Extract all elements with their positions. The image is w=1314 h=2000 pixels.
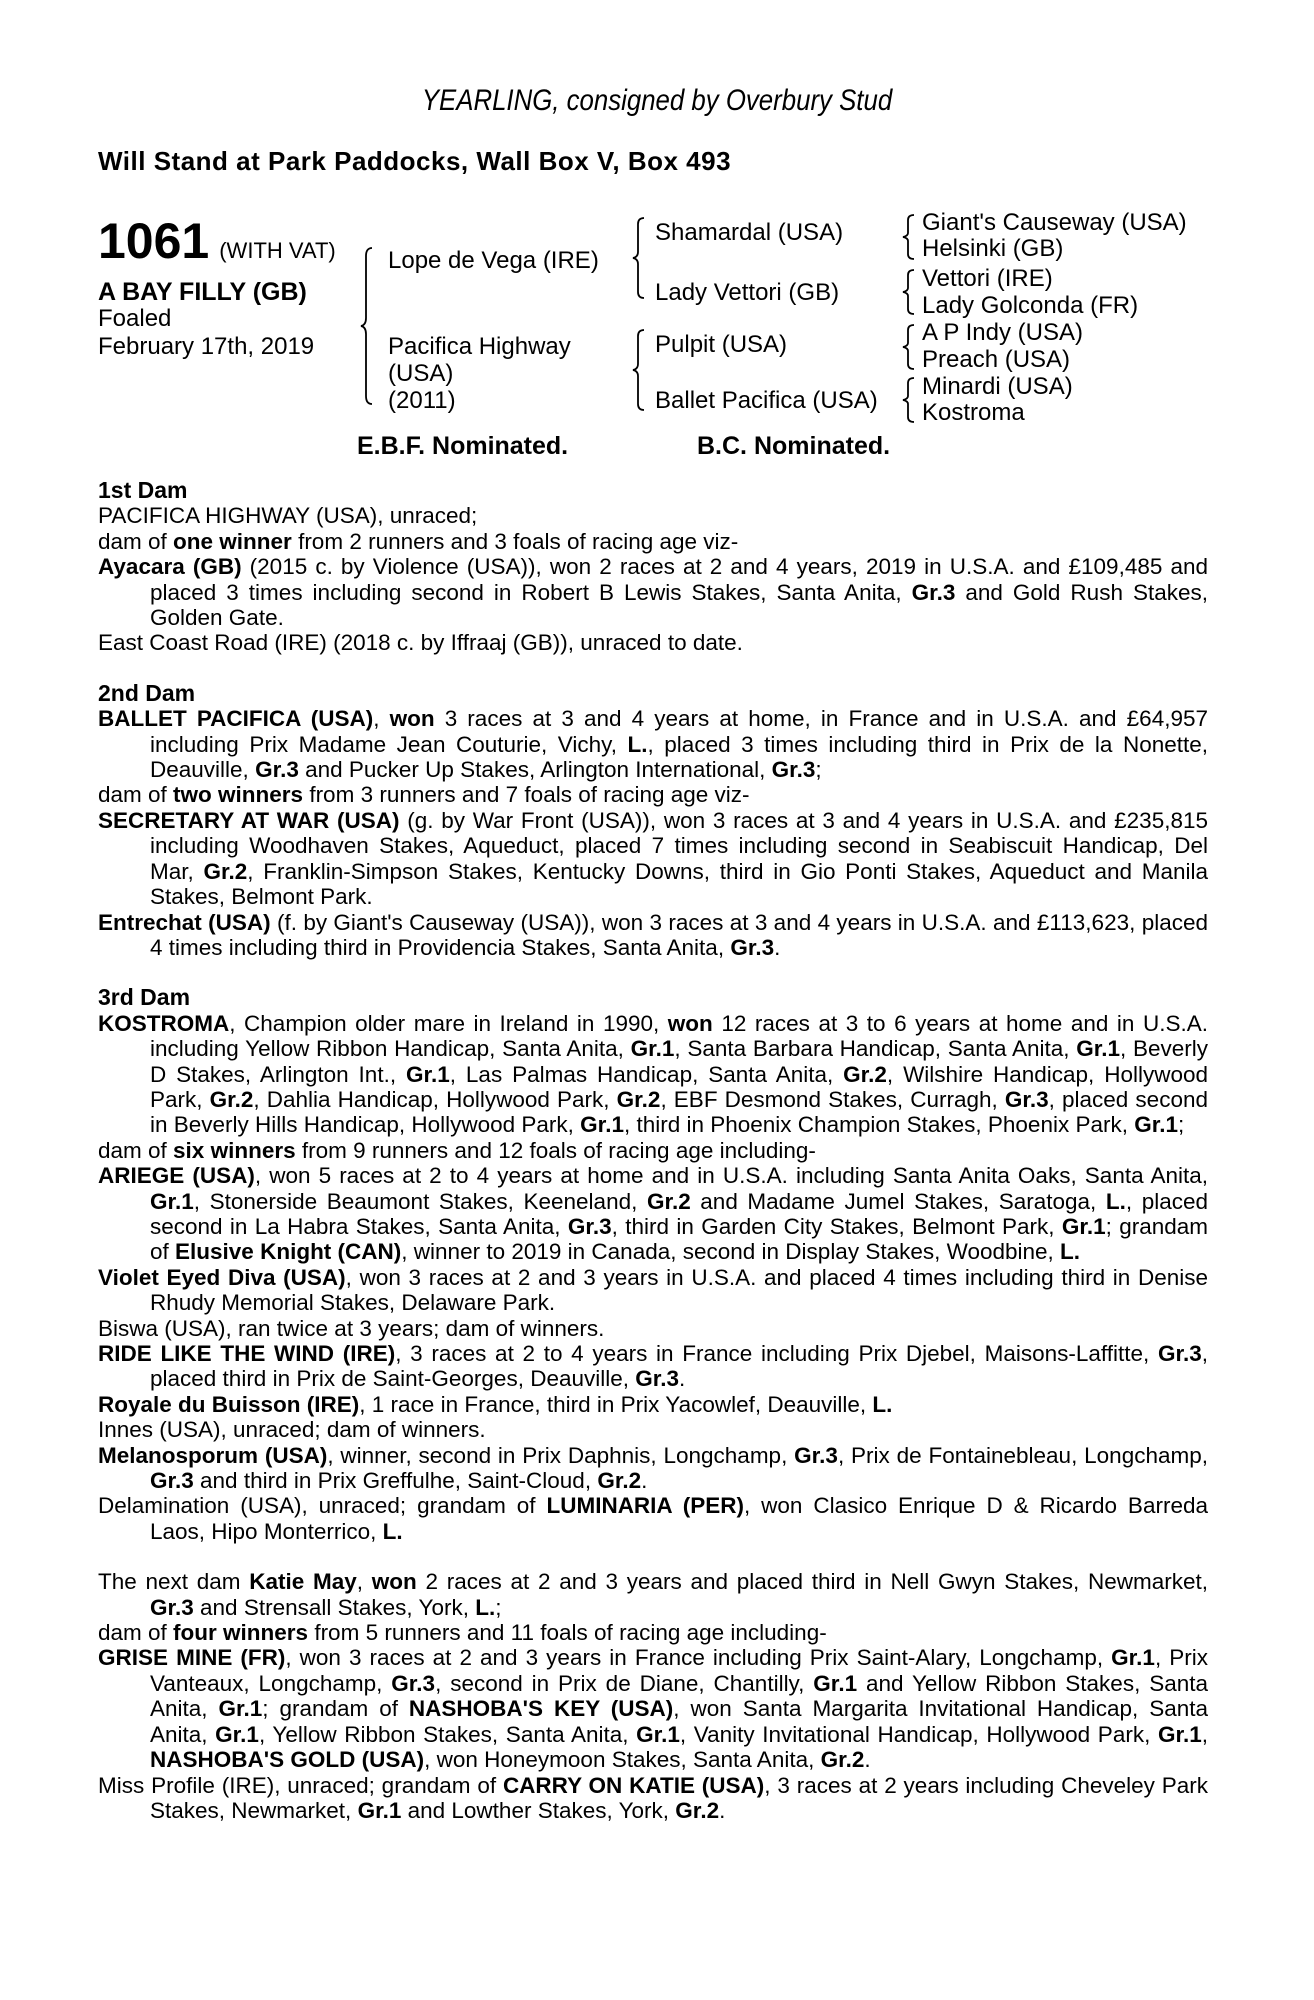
dam-produce-summary xyxy=(98,1620,1208,1645)
text: , Prix Vanteaux, Longchamp, xyxy=(150,1645,1208,1696)
text: , Yellow Ribbon Stakes, Santa Anita, xyxy=(258,1721,637,1747)
grand-produce-entry xyxy=(98,1341,1208,1392)
grade: Gr.1 xyxy=(630,1036,675,1062)
horse-name: RIDE LIKE THE WIND (IRE) xyxy=(98,1341,396,1366)
dam-produce-summary xyxy=(98,529,1208,554)
section-heading: 3rd Dam xyxy=(98,984,191,1011)
text: , 3 races at 2 years including Cheveley Park Stakes, Newmarket, xyxy=(150,1772,1208,1823)
section-next-dam xyxy=(98,1569,1208,1823)
winner-count: six winners xyxy=(173,1137,296,1163)
grade: Gr.3 xyxy=(255,757,299,783)
grade: Gr.1 xyxy=(580,1112,624,1138)
won: won xyxy=(667,1010,713,1036)
text: , won Clasico Enrique D & Ricardo Barreda Laos, Hipo Monterrico, xyxy=(150,1493,1208,1544)
text: , placed second in Beverly Hills Handicap, Hollywood Park, xyxy=(150,1086,1208,1138)
horse-name: Katie May xyxy=(249,1569,357,1595)
pedigree-bracket-g3-4 xyxy=(902,376,916,424)
text: ; xyxy=(1178,1112,1185,1138)
horse-name: CARRY ON KATIE (USA) xyxy=(502,1772,765,1798)
produce-entry xyxy=(98,808,1208,910)
lot-number-line xyxy=(98,212,336,270)
grand-produce-entry xyxy=(98,1392,1208,1417)
pedigree-bracket-g3-1 xyxy=(902,213,916,261)
text: , EBF Desmond Stakes, Curragh, xyxy=(660,1086,1005,1112)
text: . xyxy=(864,1747,871,1773)
text: , won Honeymoon Stakes, Santa Anita, xyxy=(424,1747,821,1773)
horse-name: NASHOBA'S KEY (USA) xyxy=(408,1696,674,1722)
grade: Gr.1 xyxy=(357,1797,402,1823)
produce-entry xyxy=(98,1773,1208,1824)
horse-description: A BAY FILLY (GB) xyxy=(98,278,307,306)
horse-name: Entrechat (USA) xyxy=(98,909,271,935)
pedigree-sire: Lope de Vega (IRE) xyxy=(388,247,599,274)
pedigree-bracket-sire-side xyxy=(632,216,646,300)
pedigree-dam-dam: Ballet Pacifica (USA) xyxy=(655,387,878,414)
text: , Beverly D Stakes, Arlington Int., xyxy=(150,1036,1209,1087)
text: , Franklin-Simpson Stakes, Kentucky Downs, third in Gio Ponti Stakes, Aqueduct and Manila Stakes, Belmont Park. xyxy=(150,858,1208,910)
grade: Gr.3 xyxy=(1157,1341,1202,1366)
text: , second in Prix de Diane, Chantilly, xyxy=(435,1670,814,1696)
produce-entry: East Coast Road (IRE) (2018 c. by Iffraaj (GB)), unraced to date. xyxy=(98,630,743,656)
text: and third in Prix Greffulhe, Saint-Cloud, xyxy=(193,1468,598,1494)
text: , won Santa Margarita Invitational Handicap, Santa Anita, xyxy=(150,1696,1208,1747)
text: , Las Palmas Handicap, Santa Anita, xyxy=(449,1061,844,1087)
dam-summary xyxy=(98,706,1208,782)
grade: Gr.1 xyxy=(813,1670,858,1696)
grade: Gr.2 xyxy=(616,1086,661,1112)
dam-produce-summary xyxy=(98,1138,1208,1163)
pedigree-dam-country: (USA) xyxy=(388,360,454,387)
pedigree-dam-name: Pacifica Highway xyxy=(388,333,571,360)
grade: L. xyxy=(872,1391,893,1417)
grade: Gr.1 xyxy=(215,1721,259,1747)
produce-entry xyxy=(98,554,1208,630)
foaled-date: February 17th, 2019 xyxy=(98,333,315,360)
ebf-nominated: E.B.F. Nominated. xyxy=(357,432,569,460)
text: (g. by War Front (USA)), won 3 races at 3 and 4 years in U.S.A. and £235,815 including Woodhaven Stakes, Aqueduct, placed 7 times including second in Seabiscuit Handicap, Del Mar, xyxy=(150,807,1208,884)
horse-name: Royale du Buisson (IRE) xyxy=(98,1391,360,1417)
text: . xyxy=(641,1468,648,1494)
text: , won 5 races at 2 to 4 years at home and in U.S.A. including Santa Anita Oaks, Santa Anita, xyxy=(254,1163,1208,1189)
pedigree-g3-dds: Minardi (USA) xyxy=(922,373,1073,400)
produce-entry: Innes (USA), unraced; dam of winners. xyxy=(98,1417,486,1443)
text: , Stonerside Beaumont Stakes, Keeneland, xyxy=(193,1188,647,1214)
page-title: YEARLING, consigned by Overbury Stud xyxy=(421,84,893,117)
grade: Gr.1 xyxy=(1157,1721,1202,1747)
text: ; grandam of xyxy=(150,1213,1209,1265)
text: , Prix de Fontainebleau, Longchamp, xyxy=(837,1442,1208,1468)
grade: Gr.3 xyxy=(794,1442,838,1468)
pedigree-g3-dsd: Preach (USA) xyxy=(922,346,1071,373)
text: , won 3 races at 2 and 3 years in France including Prix Saint-Alary, Longchamp, xyxy=(285,1645,1112,1671)
dam-summary xyxy=(98,1569,1208,1620)
text: . xyxy=(719,1797,726,1823)
winner-count: one winner xyxy=(173,528,292,554)
pedigree-bracket-dam-side xyxy=(632,328,646,412)
pedigree-g3-sdd: Lady Golconda (FR) xyxy=(922,292,1139,319)
pedigree-dam-year: (2011) xyxy=(388,387,456,414)
text: ; xyxy=(815,757,822,783)
grade: Gr.2 xyxy=(646,1188,691,1214)
text: and Strensall Stakes, York, xyxy=(193,1594,476,1620)
text: Delamination (USA), unraced; grandam of xyxy=(98,1493,547,1519)
text: , winner, second in Prix Daphnis, Longchamp, xyxy=(327,1442,795,1468)
text: 3 races at 3 and 4 years at home, in France and in U.S.A. and £64,957 including Prix Madame Jean Couturie, Vichy, xyxy=(150,706,1208,757)
grade: Gr.2 xyxy=(675,1797,720,1823)
grade: Gr.2 xyxy=(820,1747,865,1773)
pedigree-sire-sire: Shamardal (USA) xyxy=(655,219,844,246)
grade: L. xyxy=(627,731,648,757)
winner-count: four winners xyxy=(173,1620,309,1646)
produce-entry: Biswa (USA), ran twice at 3 years; dam of winners. xyxy=(98,1315,605,1341)
text: . xyxy=(774,934,781,960)
horse-name: LUMINARIA (PER) xyxy=(546,1493,744,1519)
text: from 5 runners and 11 foals of racing age including- xyxy=(308,1620,827,1646)
text: dam of xyxy=(98,528,174,554)
grade: Gr.3 xyxy=(771,757,816,783)
grade: Gr.3 xyxy=(1004,1086,1049,1112)
pedigree-bracket-g3-2 xyxy=(902,268,916,316)
text: , xyxy=(373,706,390,732)
section-heading: 2nd Dam xyxy=(98,679,196,706)
horse-name: BALLET PACIFICA (USA) xyxy=(98,706,374,732)
pedigree-dam xyxy=(388,333,571,414)
grade: Gr.2 xyxy=(209,1086,254,1112)
produce-entry xyxy=(98,1645,1208,1772)
text: and Lowther Stakes, York, xyxy=(401,1797,676,1823)
produce-entry xyxy=(98,1265,1208,1316)
section-third-dam xyxy=(98,985,1208,1544)
produce-entry xyxy=(98,910,1208,961)
text: (f. by Giant's Causeway (USA)), won 3 races at 3 and 4 years in U.S.A. and £113,623, placed 4 times including third in Providencia Stakes, Santa Anita, xyxy=(150,909,1208,960)
dam-produce-summary xyxy=(98,782,1208,807)
text: , placed third in Prix de Saint-Georges, Deauville, xyxy=(150,1341,1208,1392)
horse-name: SECRETARY AT WAR (USA) xyxy=(98,807,400,833)
grand-produce-entry xyxy=(98,1443,1208,1494)
horse-name: ARIEGE (USA) xyxy=(98,1163,255,1189)
horse-name: Elusive Knight (CAN) xyxy=(175,1239,402,1265)
text: , Champion older mare in Ireland in 1990, xyxy=(229,1010,668,1036)
text: , Vanity Invitational Handicap, Hollywood Park, xyxy=(679,1721,1158,1747)
catalogue-body xyxy=(98,478,1208,1848)
text: , winner to 2019 in Canada, second in Display Stakes, Woodbine, xyxy=(401,1239,1061,1265)
lot-number: 1061 xyxy=(98,213,210,269)
pedigree-g3-sds: Vettori (IRE) xyxy=(922,265,1053,292)
grand-produce-entry xyxy=(98,1493,1208,1544)
grade: Gr.1 xyxy=(150,1188,194,1214)
grade: Gr.1 xyxy=(218,1696,263,1722)
pedigree-g3-dss: A P Indy (USA) xyxy=(922,319,1083,346)
pedigree-bracket-gen1 xyxy=(360,246,374,406)
text: , Dahlia Handicap, Hollywood Park, xyxy=(253,1086,617,1112)
foaled-label: Foaled xyxy=(98,305,172,332)
horse-name: GRISE MINE (FR) xyxy=(98,1645,286,1671)
grade: Gr.1 xyxy=(1134,1112,1179,1138)
text: , third in Garden City Stakes, Belmont Park, xyxy=(611,1213,1062,1239)
text: , won 3 races at 2 and 3 years in U.S.A. and placed 4 times including third in Denise Rhudy Memorial Stakes, Delaware Park. xyxy=(150,1264,1208,1316)
pedigree-g3-ddd: Kostroma xyxy=(922,399,1025,426)
grade: Gr.1 xyxy=(1076,1036,1121,1062)
grade: Gr.3 xyxy=(911,579,956,605)
text: Miss Profile (IRE), unraced; grandam of xyxy=(98,1772,503,1798)
text: (2015 c. by Violence (USA)), won 2 races at 2 and 4 years, 2019 in U.S.A. and £109,485 and placed 3 times including second in Robert B Lewis Stakes, Santa Anita, xyxy=(150,554,1208,605)
text: from 3 runners and 7 foals of racing age viz- xyxy=(303,782,750,808)
grade: Gr.2 xyxy=(843,1061,887,1087)
bc-nominated: B.C. Nominated. xyxy=(697,432,891,460)
horse-name: Ayacara (GB) xyxy=(98,554,242,580)
grade: Gr.3 xyxy=(391,1670,436,1696)
grade: L. xyxy=(1105,1188,1126,1214)
section-second-dam xyxy=(98,681,1208,960)
text: dam of xyxy=(98,1620,174,1646)
horse-name: Melanosporum (USA) xyxy=(98,1442,328,1468)
grade: L. xyxy=(1060,1239,1081,1265)
text: , placed second in La Habra Stakes, Santa Anita, xyxy=(150,1188,1209,1239)
text: , 3 races at 2 to 4 years in France including Prix Djebel, Maisons-Laffitte, xyxy=(395,1341,1158,1366)
text: ; xyxy=(495,1594,502,1620)
pedigree-g3-ssd: Helsinki (GB) xyxy=(922,235,1064,262)
grade: Gr.1 xyxy=(1061,1213,1106,1239)
stand-location: Will Stand at Park Paddocks, Wall Box V, Box 493 xyxy=(98,146,732,176)
won: won xyxy=(371,1569,417,1595)
text: . xyxy=(679,1366,686,1392)
horse-name: Violet Eyed Diva (USA) xyxy=(98,1264,346,1290)
grade: L. xyxy=(475,1594,496,1620)
text: The next dam xyxy=(98,1569,250,1595)
text: , Wilshire Handicap, Hollywood Park, xyxy=(150,1061,1208,1112)
grade: Gr.3 xyxy=(635,1366,680,1392)
vat-note: (WITH VAT) xyxy=(219,238,336,263)
grade: Gr.1 xyxy=(1111,1645,1155,1671)
grade: Gr.3 xyxy=(730,934,775,960)
winner-count: two winners xyxy=(173,782,304,808)
horse-name: NASHOBA'S GOLD (USA) xyxy=(150,1747,425,1773)
text: , Santa Barbara Handicap, Santa Anita, xyxy=(674,1036,1077,1062)
pedigree-g3-sss: Giant's Causeway (USA) xyxy=(922,209,1187,236)
section-heading: 1st Dam xyxy=(98,477,188,503)
grade: Gr.3 xyxy=(567,1213,612,1239)
grade: Gr.3 xyxy=(150,1594,194,1620)
text: and Yellow Ribbon Stakes, Santa Anita, xyxy=(150,1670,1209,1722)
text: ; grandam of xyxy=(262,1696,409,1722)
grade: Gr.3 xyxy=(150,1468,194,1494)
pedigree-dam-sire: Pulpit (USA) xyxy=(655,331,788,358)
text: from 2 runners and 3 foals of racing age viz- xyxy=(291,528,739,554)
dam-summary xyxy=(98,1011,1208,1138)
grade: Gr.2 xyxy=(597,1468,642,1494)
pedigree-sire-dam: Lady Vettori (GB) xyxy=(655,279,840,306)
dam-summary: PACIFICA HIGHWAY (USA), unraced; xyxy=(98,503,478,529)
text: 2 races at 2 and 3 years and placed third in Nell Gwyn Stakes, Newmarket, xyxy=(416,1569,1208,1595)
grade: Gr.2 xyxy=(203,858,248,884)
produce-entry xyxy=(98,1163,1208,1265)
text: 12 races at 3 to 6 years at home and in U.S.A. including Yellow Ribbon Handicap, Santa Anita, xyxy=(150,1010,1208,1062)
text: and Madame Jumel Stakes, Saratoga, xyxy=(690,1188,1106,1214)
text: , xyxy=(1201,1721,1208,1747)
grade: L. xyxy=(382,1518,403,1544)
text: dam of xyxy=(98,1137,174,1163)
grade: Gr.1 xyxy=(405,1061,450,1087)
text: , xyxy=(356,1569,372,1595)
pedigree-bracket-g3-3 xyxy=(902,323,916,371)
text: from 9 runners and 12 foals of racing age including- xyxy=(295,1137,816,1163)
grade: Gr.1 xyxy=(636,1721,680,1747)
text: , placed 3 times including third in Prix de la Nonette, Deauville, xyxy=(150,731,1208,783)
text: dam of xyxy=(98,782,174,808)
section-first-dam xyxy=(98,478,1208,656)
text: , 1 race in France, third in Prix Yacowlef, Deauville, xyxy=(359,1391,873,1417)
text: , third in Phoenix Champion Stakes, Phoenix Park, xyxy=(623,1112,1135,1138)
text: and Gold Rush Stakes, Golden Gate. xyxy=(150,579,1208,631)
foaled-info xyxy=(98,305,314,361)
won: won xyxy=(389,706,435,732)
text: and Pucker Up Stakes, Arlington International, xyxy=(298,757,772,783)
horse-name: KOSTROMA xyxy=(98,1010,230,1036)
